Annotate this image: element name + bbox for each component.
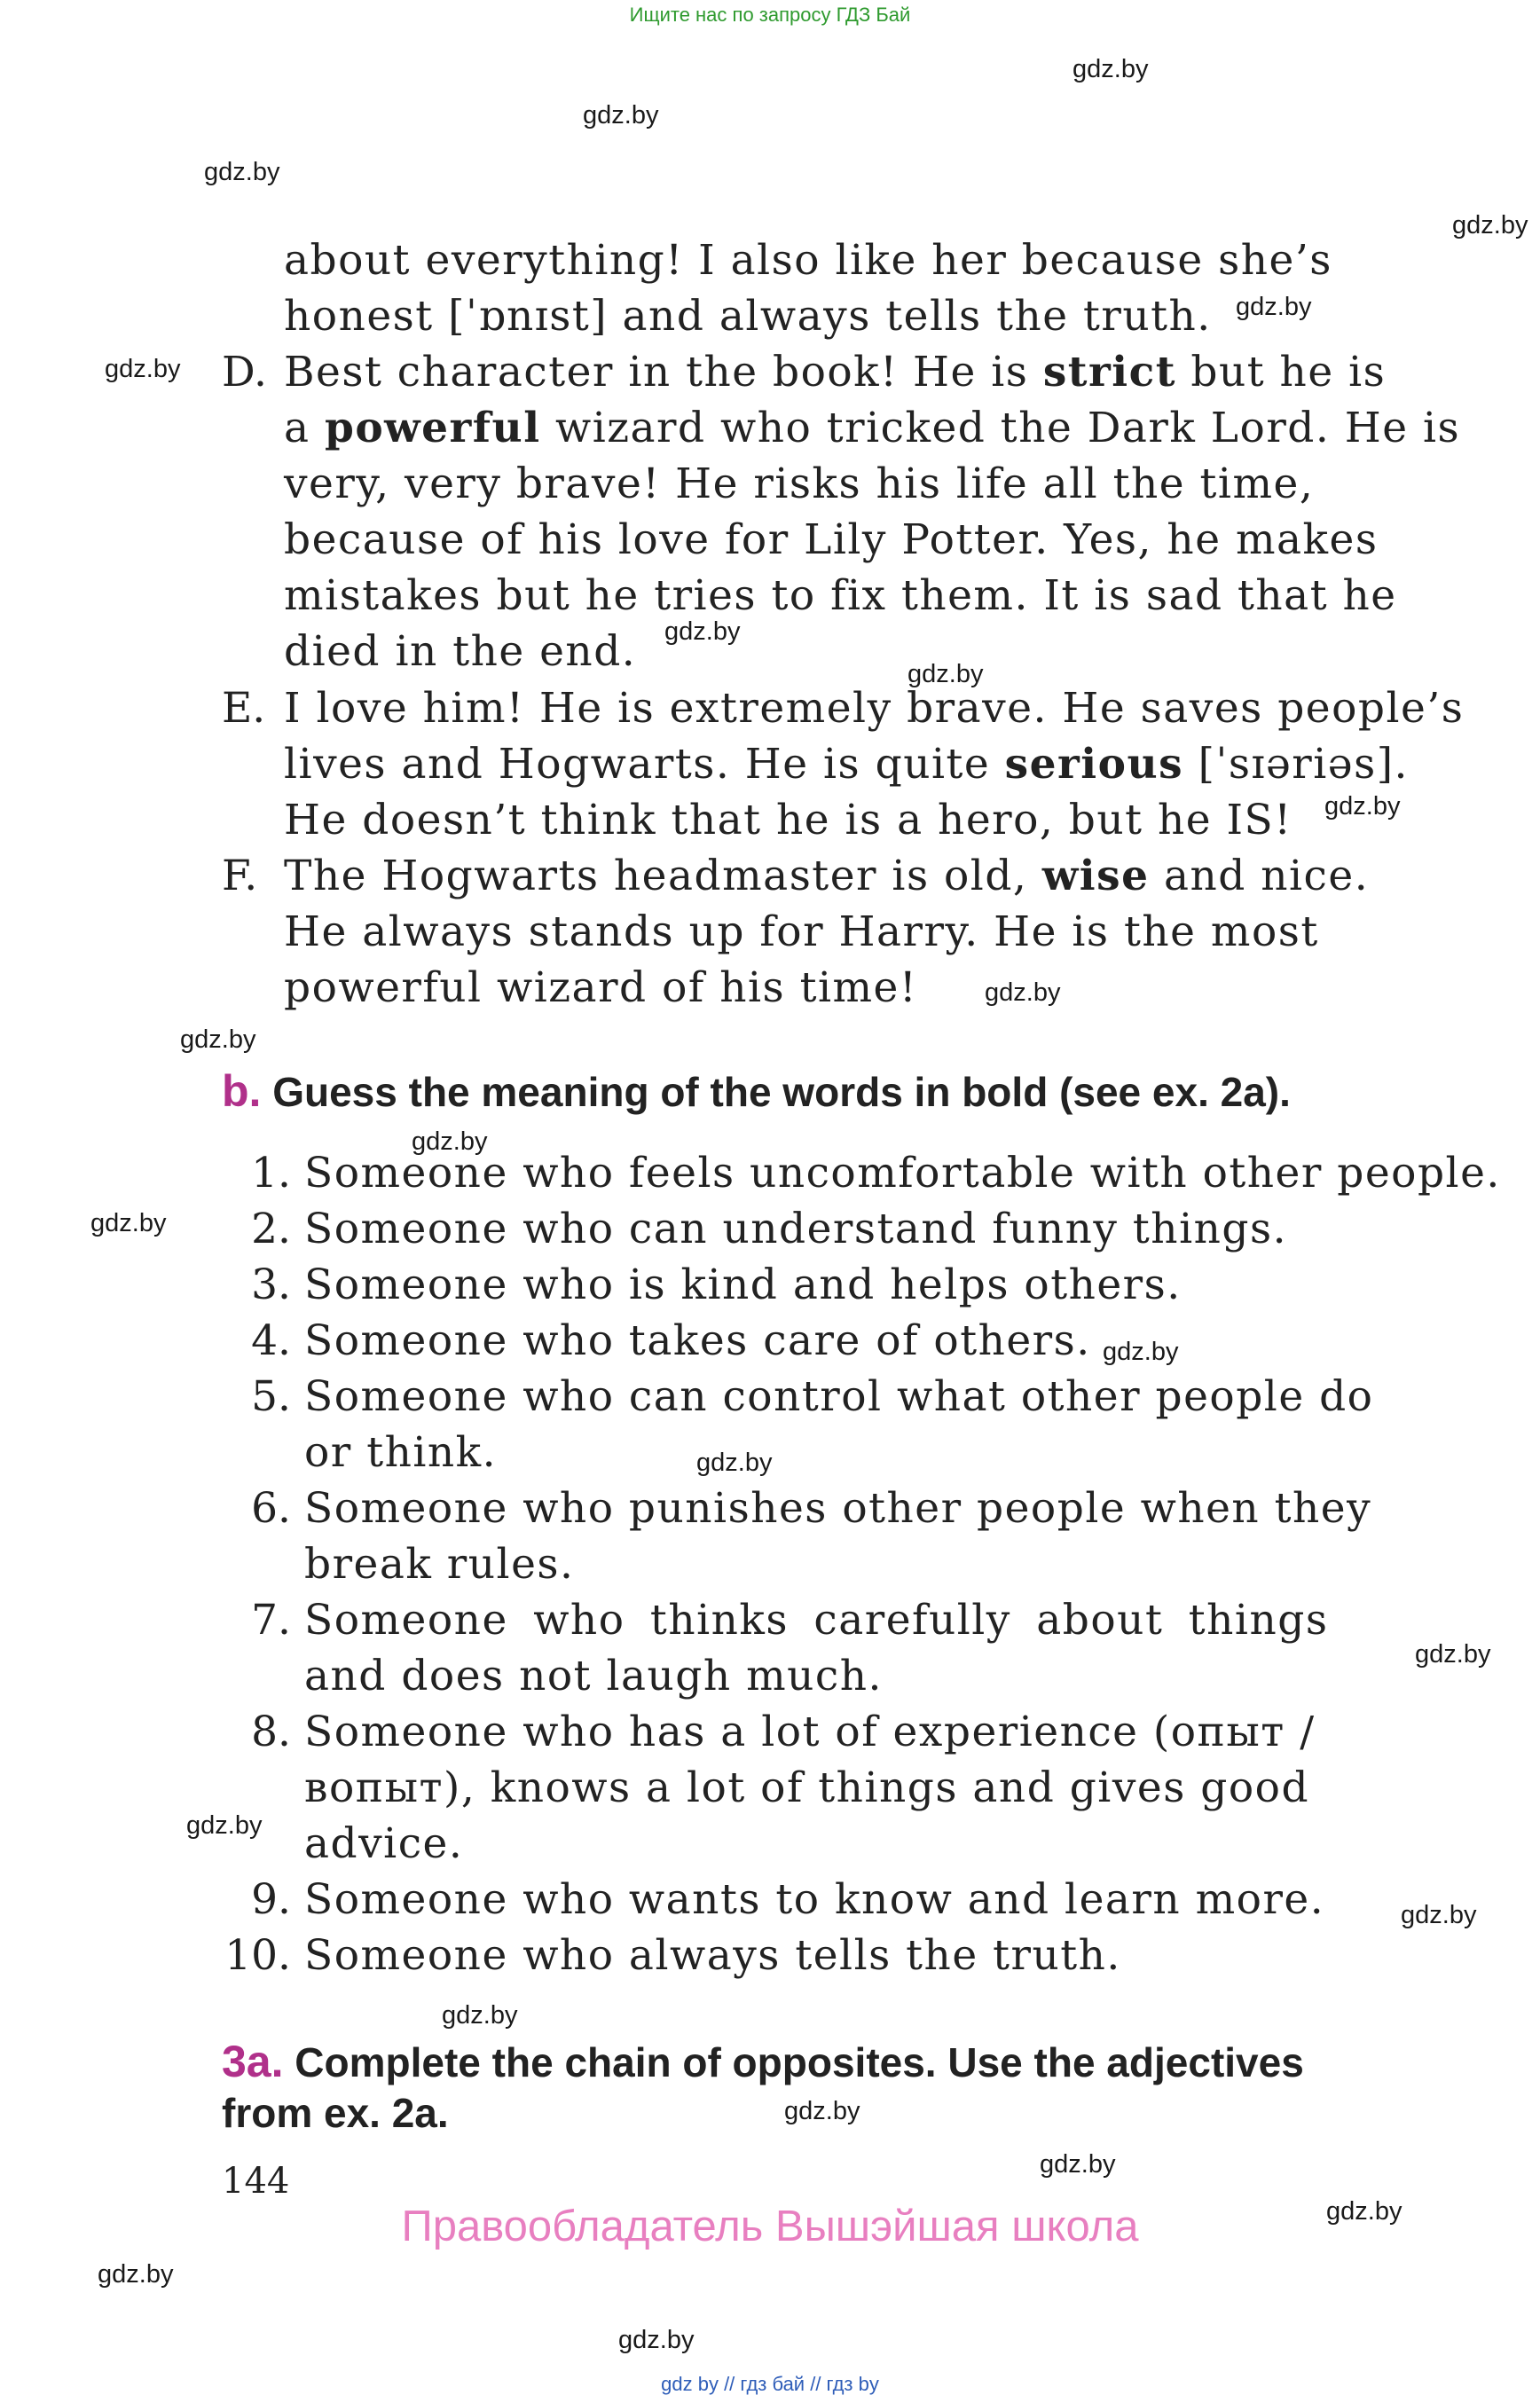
watermark: gdz.by (98, 2260, 174, 2289)
watermark: gdz.by (664, 617, 741, 646)
body-line: He doesn’t think that he is a hero, but he IS! (284, 796, 1292, 844)
watermark: gdz.by (618, 2326, 695, 2354)
definition-line: Someone who takes care of others. (304, 1316, 1091, 1365)
definition-line: break rules. (304, 1540, 575, 1589)
definition-number: 7. (251, 1596, 291, 1645)
definition-line: Someone who can understand funny things. (304, 1205, 1288, 1253)
body-line: Best character in the book! He is strict but he is (284, 348, 1387, 397)
definition-number: 8. (251, 1708, 291, 1756)
task-3a-text: Complete the chain of opposites. Use the adjectives (295, 2039, 1304, 2085)
task-3a-text-line2: from ex. 2a. (222, 2090, 449, 2136)
watermark: gdz.by (1072, 55, 1149, 83)
entry-letter: E. (222, 684, 266, 733)
definition-line: and does not laugh much. (304, 1652, 883, 1700)
entry-letter: F. (222, 852, 258, 900)
page-number: 144 (222, 2161, 290, 2202)
definition-line: Someone who thinks carefully about things (304, 1596, 1329, 1645)
definition-number: 3. (251, 1260, 291, 1309)
watermark: gdz.by (412, 1127, 488, 1156)
watermark: gdz.by (784, 2097, 860, 2125)
body-line: very, very brave! He risks his life all the time, (284, 459, 1315, 508)
bottom-banner: gdz by // гдз бай // гдз by (661, 2373, 879, 2395)
body-line: died in the end. (284, 627, 637, 676)
watermark: gdz.by (985, 978, 1061, 1007)
definition-line: Someone who can control what other people do (304, 1372, 1374, 1421)
watermark: gdz.by (1236, 293, 1312, 321)
body-line: honest [ˈɒnɪst] and always tells the truth. (284, 292, 1212, 341)
definition-number: 5. (251, 1372, 291, 1421)
entry-letter: D. (222, 348, 267, 397)
task-3a-heading (222, 2035, 1304, 2089)
task-b-heading (222, 1064, 1291, 1119)
watermark: gdz.by (442, 2001, 518, 2030)
watermark: gdz.by (696, 1449, 773, 1477)
definition-line: advice. (304, 1819, 464, 1868)
body-line: powerful wizard of his time! (284, 963, 918, 1012)
watermark: gdz.by (204, 158, 280, 186)
definition-line: Someone who feels uncomfortable with other people. (304, 1149, 1501, 1198)
definition-line: Someone who wants to know and learn more. (304, 1875, 1325, 1924)
copyright-notice: Правообладатель Вышэйшая школа (401, 2203, 1139, 2250)
definition-line: Someone who always tells the truth. (304, 1931, 1121, 1980)
definition-line: вопыт), knows a lot of things and gives good (304, 1763, 1310, 1812)
body-line: about everything! I also like her because she’s (284, 236, 1332, 285)
watermark: gdz.by (908, 660, 984, 688)
definition-number: 2. (251, 1205, 291, 1253)
watermark: gdz.by (1401, 1901, 1477, 1929)
definition-number: 1. (251, 1149, 291, 1198)
watermark: gdz.by (186, 1811, 263, 1840)
watermark: gdz.by (90, 1209, 167, 1237)
definition-number: 9. (251, 1875, 291, 1924)
watermark: gdz.by (1324, 792, 1401, 821)
body-line: lives and Hogwarts. He is quite serious [ˈsɪəriəs]. (284, 740, 1409, 789)
watermark: gdz.by (1103, 1338, 1179, 1366)
watermark: gdz.by (1415, 1640, 1491, 1669)
definition-line: Someone who punishes other people when they (304, 1484, 1372, 1533)
task-b-label: b. (222, 1066, 262, 1116)
body-line: a powerful wizard who tricked the Dark Lord. He is (284, 404, 1461, 452)
body-line: He always stands up for Harry. He is the most (284, 907, 1319, 956)
definition-number: 4. (251, 1316, 291, 1365)
body-line: mistakes but he tries to fix them. It is sad that he (284, 571, 1397, 620)
watermark: gdz.by (1326, 2197, 1402, 2226)
top-banner: Ищите нас по запросу ГДЗ Бай (629, 4, 911, 26)
watermark: gdz.by (583, 101, 659, 130)
watermark: gdz.by (1452, 211, 1528, 240)
watermark: gdz.by (105, 355, 181, 383)
body-line: I love him! He is extremely brave. He saves people’s (284, 684, 1465, 733)
watermark: gdz.by (180, 1025, 256, 1054)
definition-number: 10. (224, 1931, 291, 1980)
task-3a-label: 3a. (222, 2037, 284, 2086)
definition-number: 6. (251, 1484, 291, 1533)
definition-line: or think. (304, 1428, 498, 1477)
task-b-text: Guess the meaning of the words in bold (see ex. 2a). (272, 1069, 1291, 1115)
definition-line: Someone who is kind and helps others. (304, 1260, 1182, 1309)
body-line: because of his love for Lily Potter. Yes, he makes (284, 515, 1379, 564)
watermark: gdz.by (1040, 2150, 1116, 2179)
definition-line: Someone who has a lot of experience (опыт / (304, 1708, 1316, 1756)
body-line: The Hogwarts headmaster is old, wise and nice. (284, 852, 1370, 900)
